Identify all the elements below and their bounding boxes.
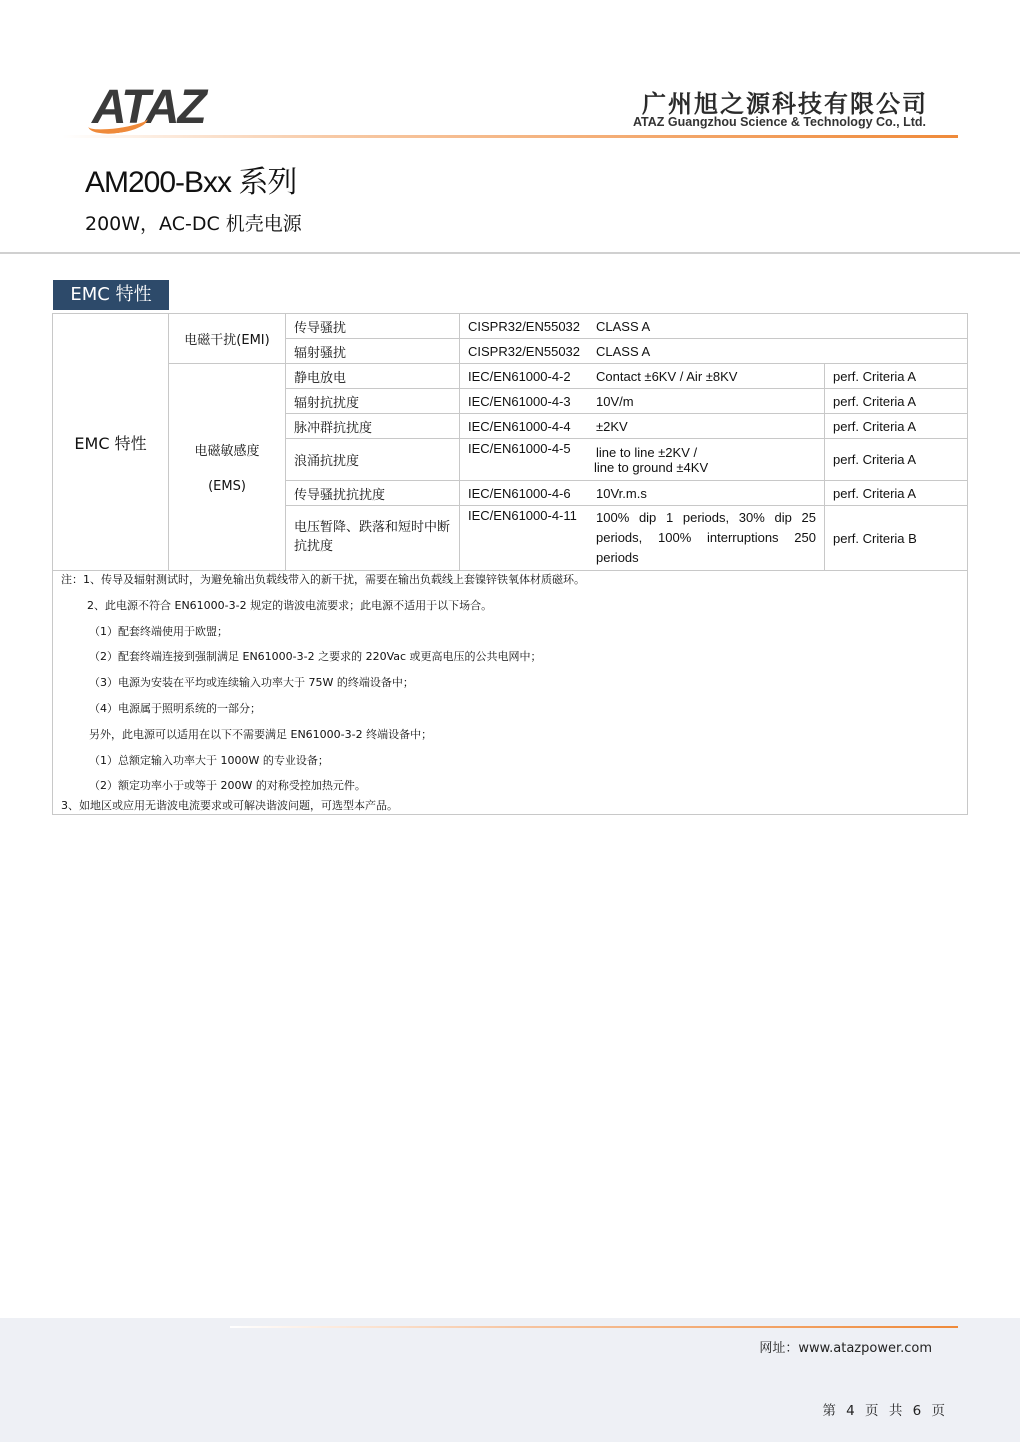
ems-value (588, 439, 824, 481)
ems-label-cn: 电磁敏感度 (194, 444, 260, 459)
ems-item: 静电放电 (286, 364, 460, 389)
ems-value: ±2KV (588, 414, 824, 439)
ems-item: 辐射抗扰度 (286, 389, 460, 414)
emi-item-conducted: 传导骚扰 (286, 314, 460, 339)
company-name-cn: 广州旭之源科技有限公司 (642, 90, 928, 118)
emc-main-label: EMC 特性 (53, 314, 169, 571)
ems-value-line: line to ground ±4KV (594, 459, 709, 475)
emi-item-radiated: 辐射骚扰 (286, 339, 460, 364)
ems-value: 10Vr.m.s (588, 481, 824, 506)
ems-item: 脉冲群抗扰度 (286, 414, 460, 439)
company-name-en: ATAZ Guangzhou Science & Technology Co., Ltd. (632, 115, 926, 129)
website-link[interactable]: 网址：www.atazpower.com (759, 1341, 932, 1356)
table-row (53, 364, 968, 389)
ems-value: Contact ±6KV / Air ±8KV (588, 364, 824, 389)
ems-criteria: perf. Criteria A (825, 364, 968, 389)
ems-standard: IEC/EN61000-4-4 (460, 414, 589, 439)
series-subtitle: 200W，AC-DC 机壳电源 (85, 213, 302, 235)
emi-standard-radiated: CISPR32/EN55032 (460, 339, 589, 364)
ems-standard: IEC/EN61000-4-3 (460, 389, 589, 414)
note-line: （1）总额定输入功率大于 1000W 的专业设备； (89, 753, 329, 767)
ems-item: 电压暂降、跌落和短时中断抗扰度 (286, 506, 460, 571)
header-divider (62, 135, 958, 138)
ataz-logo: ATAZ (92, 81, 205, 134)
emi-group-label: 电磁干扰(EMI) (169, 314, 286, 364)
note-line: （4）电源属于照明系统的一部分； (89, 701, 261, 715)
emi-value-radiated: CLASS A (588, 339, 967, 364)
ems-standard: IEC/EN61000-4-5 (460, 439, 589, 481)
ems-value: 100% dip 1 periods, 30% dip 25 periods, 100% interruptions 250 periods (588, 506, 824, 571)
ems-value-line: line to line ±2KV / (596, 444, 698, 460)
page-number: 第 4 页 共 6 页 (822, 1403, 948, 1419)
ems-item: 浪涌抗扰度 (286, 439, 460, 481)
title-divider (0, 252, 1020, 254)
note-line: 3、如地区或应用无谐波电流要求或可解决谐波问题，可选型本产品。 (61, 799, 398, 813)
emc-table (52, 313, 968, 571)
footer-divider (230, 1326, 958, 1328)
note-line: （3）电源为安装在平均或连续输入功率大于 75W 的终端设备中； (89, 676, 414, 690)
ems-standard: IEC/EN61000-4-6 (460, 481, 589, 506)
section-tag-emc: EMC 特性 (53, 280, 169, 310)
note-line: 注：1、传导及辐射测试时，为避免输出负载线带入的新干扰，需要在输出负载线上套镍锌铁氧体材质磁环。 (61, 573, 585, 586)
ems-criteria: perf. Criteria A (825, 414, 968, 439)
series-title: AM200-Bxx 系列 (85, 166, 297, 199)
ems-item: 传导骚扰抗扰度 (286, 481, 460, 506)
note-line: （2）配套终端连接到强制满足 EN61000-3-2 之要求的 220Vac 或更高电压的公共电网中； (89, 650, 542, 664)
emi-standard-conducted: CISPR32/EN55032 (460, 314, 589, 339)
ems-standard: IEC/EN61000-4-11 (460, 506, 589, 571)
ems-criteria: perf. Criteria A (825, 389, 968, 414)
ems-group-label (169, 364, 286, 571)
ems-criteria: perf. Criteria A (825, 439, 968, 481)
note-line: 另外，此电源可以适用在以下不需要满足 EN61000-3-2 终端设备中； (89, 727, 433, 741)
note-line: （2）额定功率小于或等于 200W 的对称受控加热元件。 (89, 779, 366, 793)
ems-criteria: perf. Criteria B (825, 506, 968, 571)
ems-value: 10V/m (588, 389, 824, 414)
notes-box (52, 568, 968, 815)
note-line: （1）配套终端使用于欧盟； (89, 624, 228, 638)
note-line: 2、此电源不符合 EN61000-3-2 规定的谐波电流要求；此电源不适用于以下场合。 (87, 598, 493, 612)
ems-criteria: perf. Criteria A (825, 481, 968, 506)
emi-value-conducted: CLASS A (588, 314, 967, 339)
ems-label-en: (EMS) (208, 479, 246, 494)
table-row (53, 314, 968, 339)
ems-standard: IEC/EN61000-4-2 (460, 364, 589, 389)
